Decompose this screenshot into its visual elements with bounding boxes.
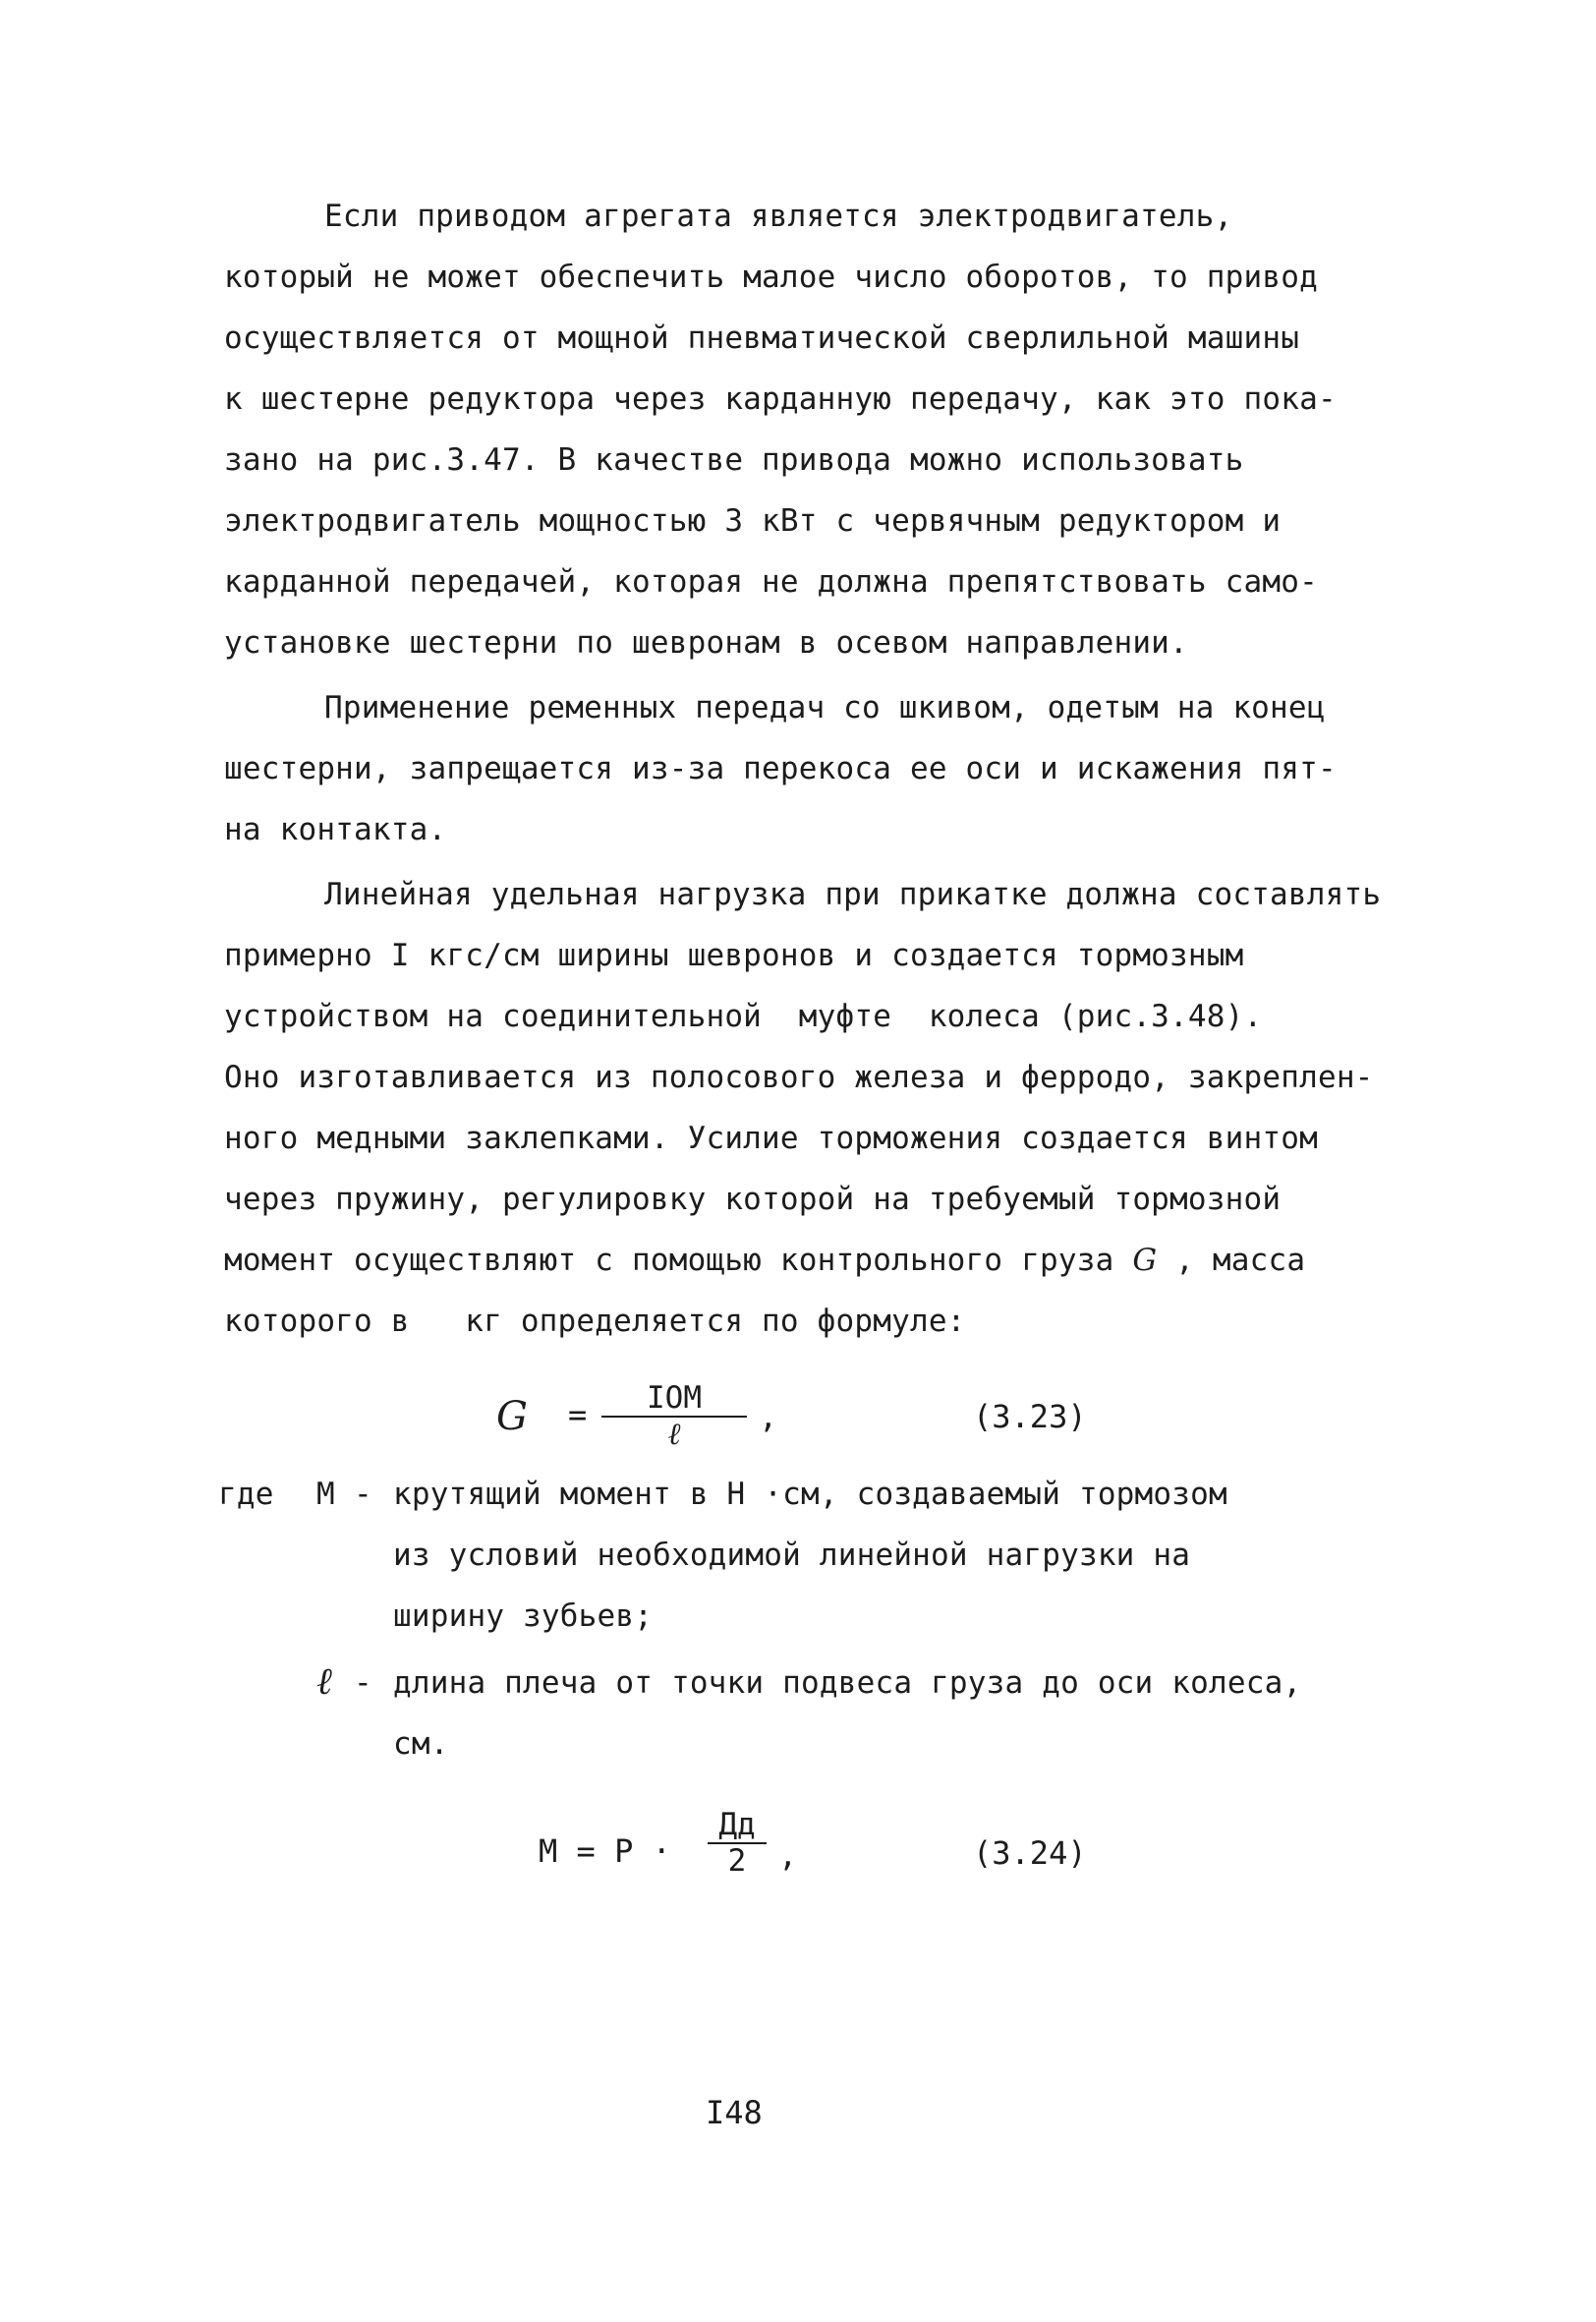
text-line: Оно изготавливается из полосового железа и ферродо, закреплен- <box>224 1060 1374 1095</box>
legend-text: крутящий момент в Н ·см, создаваемый тормозом <box>393 1477 1227 1512</box>
text-line: ного медными заклепками. Усилие торможения создается винтом <box>224 1121 1318 1156</box>
legend-text: ширину зубьев; <box>393 1598 654 1634</box>
legend-where: где <box>218 1477 274 1512</box>
text-line: к шестерне редуктора через карданную передачу, как это пока- <box>224 381 1337 417</box>
text-line: шестерни, запрещается из-за перекоса ее оси и искажения пят- <box>224 751 1337 786</box>
text-line: примерно I кгс/см ширины шевронов и создается тормозным <box>224 938 1244 973</box>
legend-text: см. <box>393 1726 449 1762</box>
text-line: на контакта. <box>224 812 447 847</box>
text-span: момент осуществляют с помощью контрольного груза <box>224 1243 1133 1278</box>
symbol-g: G <box>1132 1243 1158 1278</box>
text-line: осуществляется от мощной пневматической сверлильной машины <box>224 320 1300 356</box>
text-line: карданной передачей, которая не должна препятствовать само- <box>224 564 1318 600</box>
text-line: который не может обеспечить малое число оборотов, то привод <box>224 260 1318 295</box>
text-line: через пружину, регулировку которой на требуемый тормозной <box>224 1182 1282 1217</box>
text-line: Если приводом агрегата является электродвигатель, <box>324 199 1233 234</box>
legend-symbol-l: ℓ <box>316 1659 333 1703</box>
legend-text: из условий необходимой линейной нагрузки на <box>393 1538 1191 1573</box>
formula-lhs: М = Р · <box>539 1832 671 1870</box>
page-number: I48 <box>706 2094 763 2131</box>
formula-fraction <box>708 1807 767 1878</box>
equation-number: (3.24) <box>973 1834 1087 1872</box>
legend-dash: - <box>354 1477 372 1512</box>
text-line <box>224 1241 1305 1280</box>
formula-equals: = <box>568 1396 588 1433</box>
formula-fraction <box>601 1380 747 1451</box>
text-line: зано на рис.3.47. В качестве привода можно использовать <box>224 442 1244 478</box>
legend-text: длина плеча от точки подвеса груза до оси колеса, <box>393 1665 1302 1701</box>
legend-dash: - <box>354 1665 372 1701</box>
formula-comma: , <box>759 1398 778 1435</box>
fraction-numerator: Дд <box>718 1807 756 1842</box>
text-line: электродвигатель мощностью 3 кВт с червячным редуктором и <box>224 503 1282 539</box>
text-line: которого в кг определяется по формуле: <box>224 1304 966 1339</box>
fraction-numerator: IOM <box>647 1380 702 1416</box>
text-line: Применение ременных передач со шкивом, одетым на конец <box>324 690 1326 726</box>
text-span: , масса <box>1157 1243 1306 1278</box>
text-line: установке шестерни по шевронам в осевом направлении. <box>224 625 1188 661</box>
legend-symbol-m: М <box>316 1477 335 1512</box>
formula-comma: , <box>778 1836 798 1874</box>
fraction-denominator: 2 <box>727 1843 747 1879</box>
fraction-denominator: ℓ <box>667 1417 681 1452</box>
text-line: устройством на соединительной муфте колеса (рис.3.48). <box>224 999 1263 1034</box>
formula-lhs: G <box>496 1394 528 1439</box>
text-line: Линейная удельная нагрузка при прикатке должна составлять <box>324 877 1382 912</box>
equation-number: (3.23) <box>973 1398 1087 1435</box>
